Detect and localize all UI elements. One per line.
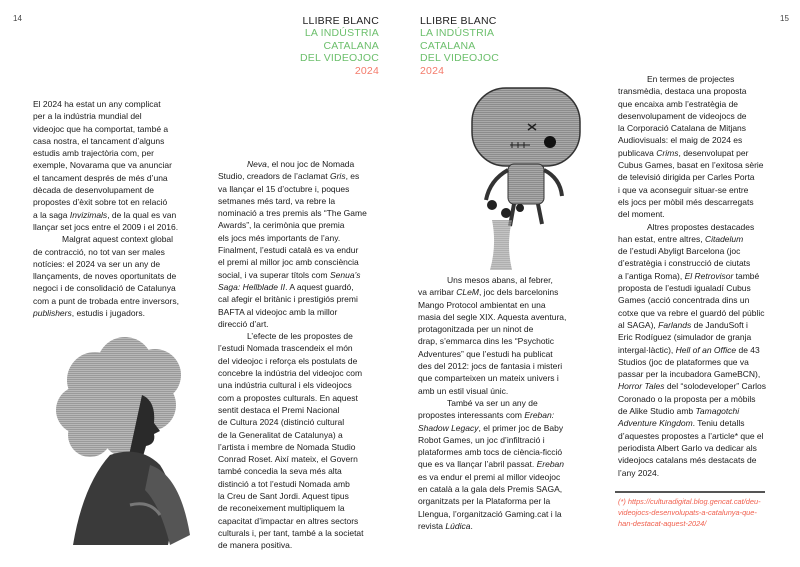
header-line-5: 2024 — [420, 64, 445, 77]
text-line: de contracció, no tot van ser males — [33, 246, 165, 257]
text-line: va arribar CLeM, joc dels barcelonins — [418, 287, 559, 298]
text-line: com a punt de trobada entre inversors, — [33, 295, 179, 306]
text-line: revista Lúdica. — [418, 520, 473, 531]
text-line: Uns mesos abans, al febrer, — [447, 275, 553, 285]
text-line: Saga: Hellblade II. A aquest guardó, — [218, 281, 354, 292]
text-line: Awards”, la cerimònia que premia — [218, 220, 345, 231]
text-line: exemple, Novarama que va anunciar — [33, 160, 172, 171]
text-line: Cubus Games, basat en l’exitosa sèrie — [618, 160, 764, 171]
text-line: del moment. — [618, 209, 665, 220]
text-line: nominació a tres premis als “The Game — [218, 208, 367, 219]
text-line: Mango Protocol ambientat en una — [418, 299, 546, 310]
text-line: passar per la incubadora GameBCN), — [618, 369, 761, 380]
text-line: Malgrat aquest context global — [62, 234, 174, 245]
text-line: cotxe que va rebre el guardó del públic — [618, 307, 765, 318]
text-line: de manera positiva. — [218, 540, 293, 551]
text-line: Robot Games, un joc d’infiltració i — [418, 434, 545, 445]
text-line: una indústria cultural i els videojocs — [218, 380, 352, 391]
text-line: propostes d’èxit sobre tot en relació — [33, 197, 168, 208]
text-line: casa nostra, el tancament d’alguns — [33, 135, 165, 146]
text-line: de la Generalitat de Catalunya) a — [218, 429, 343, 440]
text-line: en català a la gala dels Premis SAGA, — [418, 484, 563, 495]
text-line: l’estudi Nomada trascendeix el món — [218, 343, 353, 354]
text-line: Finalment, l’estudi català es va endur — [218, 245, 359, 256]
text-line: de Alike Studio amb Tamagotchi — [618, 406, 740, 417]
text-line: Audiovisuals: el maig de 2024 es — [618, 135, 743, 146]
text-line: plataformes amb tocs de ciència-ficció — [418, 447, 563, 458]
text-line: intergal·làctic), Hell of an Office de 43 — [618, 344, 760, 355]
text-line: i que va aconseguir situar-se entre — [618, 184, 749, 195]
text-line: que comparteixen un mateix univers i — [418, 373, 559, 384]
text-line: Eric Rodíguez (simulador de granja — [618, 332, 752, 343]
text-line: distinció a tot l’estudi Nomada amb — [218, 478, 350, 489]
rag-doll-illustration — [450, 80, 600, 270]
text-line: va llançar el 15 d’octubre i, poques — [218, 183, 350, 194]
running-header-left — [300, 15, 379, 77]
header-line-2: LA INDÚSTRIA — [420, 27, 495, 40]
text-line: masia del segle XIX. Aquesta aventura, — [418, 311, 567, 322]
doll-head — [472, 88, 580, 166]
text-line: l’any 2024. — [618, 467, 660, 478]
text-line: Altres propostes destacades — [647, 221, 755, 232]
text-line: sentit destaca el Premi Nacional — [218, 404, 340, 415]
footnote-rule — [615, 491, 765, 493]
footnote-line[interactable]: han-destacat-aquest-2024/ — [618, 519, 707, 528]
header-line-4: DEL VIDEOJOC — [420, 52, 500, 65]
footnote-line[interactable]: (*) https://culturadigital.blog.gencat.cat/deu- — [618, 497, 761, 506]
text-line: de televisió dirigida per Carles Porta — [618, 172, 755, 183]
header-line-1: LLIBRE BLANC — [420, 15, 497, 27]
text-line: El 2024 ha estat un any complicat — [33, 99, 161, 109]
header-line-2: LA INDÚSTRIA — [304, 27, 379, 40]
text-line: cal afegir el britànic i prestigiós premi — [218, 294, 358, 305]
text-line: d’estratègia i construcció de ciutats — [618, 258, 751, 269]
text-line: protagonitzada per un ninot de — [418, 324, 534, 335]
text-line: Neva, el nou joc de Nomada — [247, 159, 355, 169]
text-line: Adventure Kingdom. Teniu detalls — [618, 418, 745, 429]
text-line: publishers, estudis i jugadors. — [33, 308, 145, 319]
text-line: videojocs catalans més destacats de — [618, 455, 757, 466]
hair-cloud — [56, 337, 181, 457]
text-line: estudis amb trajectòria com, per — [33, 148, 154, 159]
text-line: periodista Albert Garlo va dedicar als — [618, 442, 757, 453]
text-line: social, i va superar títols com Senua’s — [218, 269, 361, 280]
header-line-4: DEL VIDEOJOC — [299, 52, 379, 65]
footnote — [618, 496, 761, 529]
text-line: BAFTA al videojoc amb la millor — [218, 306, 338, 317]
text-line: direcció d’art. — [218, 318, 269, 329]
text-line: En termes de projectes — [647, 74, 735, 84]
footnote-line[interactable]: videojocs-desenvolupats-a-catalunya-que- — [618, 508, 757, 517]
text-line: Llengua, l’organització Gaming.cat i la — [418, 508, 562, 519]
text-line: també concedia la seva més alta — [218, 466, 342, 477]
text-line: negoci i de consolidació de Catalunya — [33, 283, 176, 294]
text-line: han estat, entre altres, Citadelum — [618, 233, 744, 244]
text-line: amb un estil visual únic. — [418, 385, 509, 396]
text-line: Conrad Roset. Així mateix, el Govern — [218, 454, 358, 465]
running-header-right — [420, 15, 499, 77]
text-line: dècada de desenvolupament de — [33, 185, 154, 196]
text-line: l’artista i membre de Nomada Studio — [218, 441, 356, 452]
text-line: transmèdia, destaca una proposta — [618, 86, 747, 97]
header-line-1: LLIBRE BLANC — [302, 15, 379, 27]
text-line: publicava Crims, desenvolupat per — [618, 147, 749, 158]
text-line: el premi al millor joc amb consciència — [218, 257, 359, 268]
text-line: llançar set jocs entre el 2009 i el 2016. — [33, 221, 179, 232]
text-line: organitzats per la Plataforma per la — [418, 496, 551, 507]
text-line: del videojoc i reforça els postulats de — [218, 355, 358, 366]
text-line: Studio, creadors de l’aclamat Gris, es — [218, 171, 360, 182]
doll-eye — [544, 136, 556, 148]
text-column-1 — [33, 98, 179, 319]
text-line: la Creu de Sant Jordi. Aquest tipus — [218, 491, 349, 502]
text-line: de l’estudi Abyligt Barcelona (joc — [618, 246, 741, 257]
header-line-5: 2024 — [354, 64, 379, 77]
text-line: per a la indústria mundial del — [33, 111, 142, 122]
text-line: el tancament després de més d’una — [33, 172, 168, 183]
text-line: de reconeixement multipliquem la — [218, 503, 345, 514]
text-line: al SAGA), Farlands de JanduSoft i — [618, 319, 748, 330]
text-line: propostes interessants com Ereban: — [418, 410, 555, 421]
header-line-3: CATALANA — [420, 39, 476, 52]
woman-silhouette-illustration — [50, 335, 210, 545]
text-line: de Cultura 2024 (distinció cultural — [218, 417, 345, 428]
text-column-2 — [218, 158, 367, 552]
text-line: els jocs per mòbil més descarregats — [618, 196, 754, 207]
text-line: Adventures” que l’estudi ha publicat — [418, 348, 553, 359]
text-line: des del 2012: jocs de fantasia i misteri — [418, 361, 563, 372]
text-line: a la saga Invizimals, de la qual es van — [33, 209, 177, 220]
header-line-3: CATALANA — [323, 39, 379, 52]
text-line: d’aquestes propostes a l’article* que el — [618, 430, 764, 441]
text-line: Shadow Legacy, el primer joc de Baby — [418, 422, 564, 433]
text-line: Games (acció concentrada dins un — [618, 295, 750, 306]
text-line: com a propostes culturals. En aquest — [218, 392, 358, 403]
text-line: notícies: el 2024 va ser un any de — [33, 258, 161, 269]
text-line: la Corporació Catalana de Mitjans — [618, 123, 747, 134]
text-line: drap, s’emmarca dins les “Psychotic — [418, 336, 555, 347]
page-number-right: 15 — [780, 14, 789, 23]
text-column-3 — [418, 274, 566, 532]
text-column-4 — [618, 73, 766, 479]
text-line: Coronado o la proposta per a mòbils — [618, 393, 756, 404]
text-line: També va ser un any de — [447, 397, 538, 408]
text-line: desenvolupament de videojocs de — [618, 110, 747, 121]
text-line: setmanes més tard, va rebre la — [218, 195, 336, 206]
text-line: a l’antiga Roma), El Retrovisor també — [618, 270, 760, 281]
text-line: llançaments, de noves oportunitats de — [33, 271, 177, 282]
text-line: Studios (joc de plataformes que va — [618, 356, 749, 367]
page-number-left: 14 — [13, 14, 22, 23]
text-line: es va endur el premi al millor videojoc — [418, 471, 561, 482]
text-line: concebre la indústria del videojoc com — [218, 368, 363, 379]
text-line: els jocs més importants de l’any. — [218, 232, 341, 243]
text-line: capacitat d’impactar en altres sectors — [218, 515, 359, 526]
text-line: Horror Tales del “solodeveloper” Carlos — [618, 381, 767, 392]
text-line: videojoc que ha comportat, també a — [33, 123, 169, 134]
text-line: L’efecte de les propostes de — [247, 331, 353, 342]
text-line: que encaixa amb l’estratègia de — [618, 98, 739, 109]
text-line: culturals i, per tant, també a la societat — [218, 527, 364, 538]
text-line: proposta de l’estudi igualadí Cubus — [618, 283, 751, 294]
text-line: que es va llançar l’abril passat. Ereban — [418, 459, 565, 470]
